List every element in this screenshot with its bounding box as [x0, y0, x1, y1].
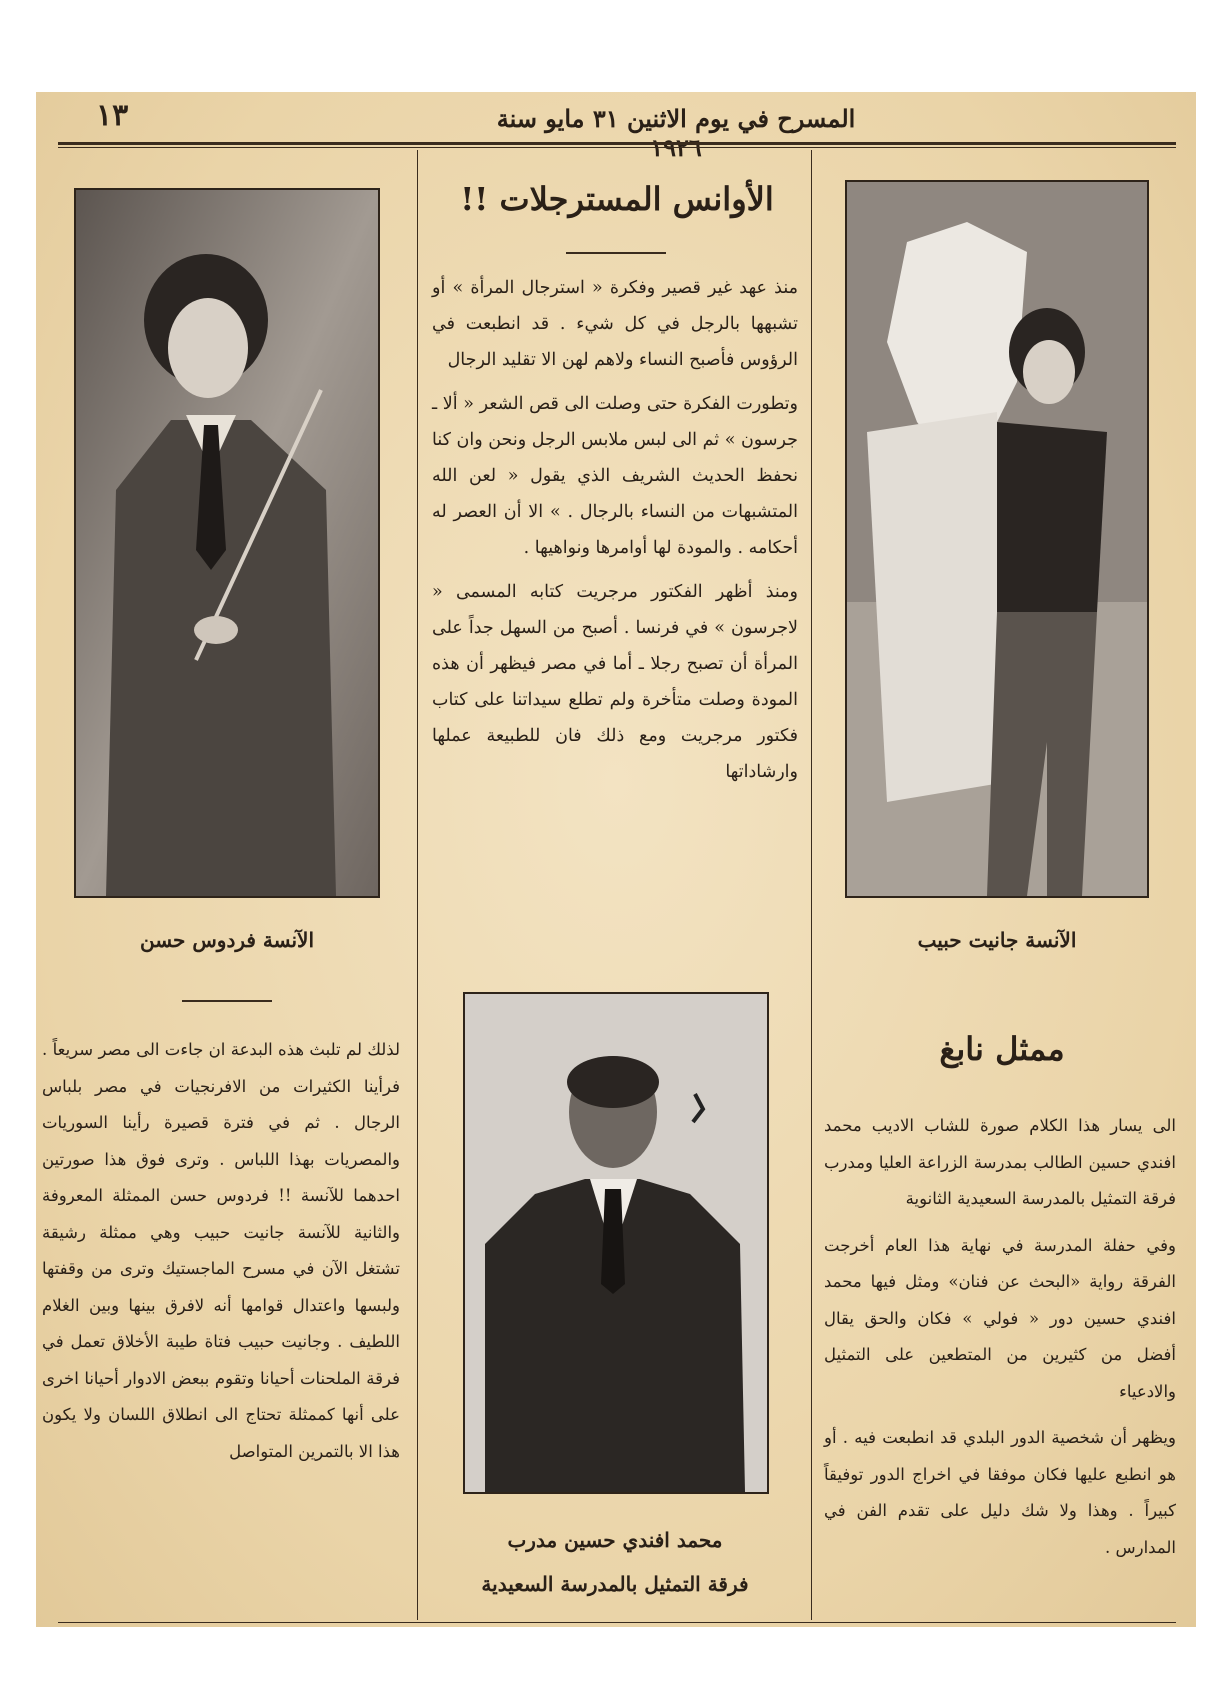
caption-mohamed-hussein-line1: محمد افندي حسين مدرب — [507, 1528, 723, 1552]
left-divider — [182, 1000, 272, 1002]
caption-mohamed-hussein-line2: فرقة التمثيل بالمدرسة السعيدية — [481, 1572, 749, 1596]
column-separator-right — [811, 150, 812, 1620]
right-article-body — [824, 1108, 1176, 1566]
newspaper-page — [36, 92, 1196, 1627]
footer-rule — [58, 1622, 1176, 1623]
center-article-body — [432, 270, 798, 790]
center-divider — [566, 252, 666, 254]
right-paragraph: الى يسار هذا الكلام صورة للشاب الاديب محمد افندي حسين الطالب بمدرسة الزراعة العليا ومدرب فرقة التمثيل بالمدرسة السعيدية الثانوية — [824, 1116, 1176, 1208]
center-paragraph: منذ عهد غير قصير وفكرة « استرجال المرأة » أو تشبهها بالرجل في كل شيء . قد انطبعت في الرؤوس فأصبح النساء ولاهم لهن الا تقليد الرجال — [432, 278, 798, 370]
column-separator-left — [417, 150, 418, 1620]
portrait-figure-illustration — [76, 190, 378, 896]
center-paragraph: وتطورت الفكرة حتى وصلت الى قص الشعر « ألا ـ جرسون » ثم الى لبس ملابس الرجل ونحن وان كنا نحفظ الحديث الشريف الذي يقول « لعن الله المتشبهات من النساء بالرجال . » الا أن العصر له أحكامه . والمودة لها أوامرها ونواهيها . — [432, 394, 798, 558]
photo-mohamed-hussein — [463, 992, 769, 1494]
photo-janet-habib — [845, 180, 1149, 898]
center-paragraph: ومنذ أظهر الفكتور مرجريت كتابه المسمى « لاجرسون » في فرنسا . أصبح من السهل جداً على المرأة أن تصبح رجلا ـ أما في مصر فيظهر أن هذه المودة وصلت متأخرة ولم تطلع سيداتنا على كتاب فكتور مرجريت ومع ذلك فان للطبيعة عملها وارشاداتها — [432, 582, 798, 782]
right-paragraph: وفي حفلة المدرسة في نهاية هذا العام أخرجت الفرقة رواية «البحث عن فنان» ومثل فيها محمد افندي حسين دور « فولي » فكان والحق يقال أفضل من كثيرين من المتطعين على التمثيل والادعياء — [824, 1235, 1176, 1401]
left-column-article: لذلك لم تلبث هذه البدعة ان جاءت الى مصر سريعاً . فرأينا الكثيرات من الافرنجيات في مصر بلباس الرجال . ثم في فترة قصيرة رأينا السوريات والمصريات بهذا اللباس . وترى فوق هذا صورتين احدهما للآنسة !! فردوس حسن الممثلة المعروفة والثانية للآنسة جانيت حبيب وهي ممثلة رشيقة تشتغل الآن في مسرح الماجستيك وترى من وقفتها ولبسها واعتدال قوامها أنه لافرق بينها وبين الغلام اللطيف . وجانيت حبيب فتاة طيبة الأخلاق تعمل في فرقة الملحنات أحيانا وتقوم ببعض الادوار أحيانا اخرى على أنها كممثلة تحتاج الى انطلاق اللسان ولا يكون هذا الا بالتمرين المتواصل — [42, 1040, 400, 1461]
caption-firdaws-hassan: الآنسة فردوس حسن — [139, 928, 315, 952]
portrait-man-illustration — [465, 994, 767, 1492]
photo-firdaws-hassan — [74, 188, 380, 898]
right-article-heading: ممثل نابغ — [939, 1030, 1065, 1068]
caption-janet-habib: الآنسة جانيت حبيب — [917, 928, 1077, 952]
page-number: ١٣ — [96, 98, 129, 133]
portrait-woman-horse-illustration — [847, 182, 1147, 896]
page-header-title: المسرح في يوم الاثنين ٣١ مايو سنة — [496, 104, 856, 133]
header-rule-thin — [58, 147, 1176, 148]
center-article-heading: الأوانس المسترجلات !! — [460, 180, 774, 218]
header-rule — [58, 142, 1176, 145]
right-paragraph: ويظهر أن شخصية الدور البلدي قد انطبعت فيه . أو هو انطبع عليها فكان موفقا في اخراج الدور توفيقاً كبيراً . وهذا ولا شك دليل على تقدم الفن في المدارس . — [824, 1428, 1176, 1557]
